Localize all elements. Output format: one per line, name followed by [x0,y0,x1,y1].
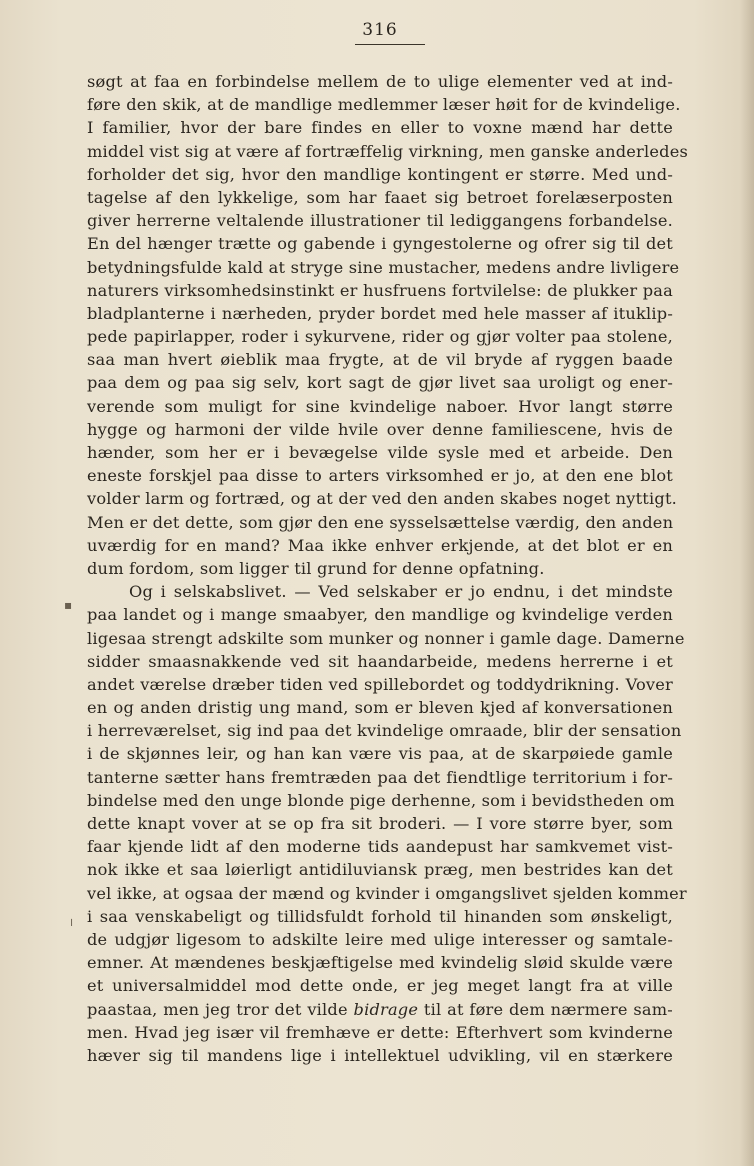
text-line-paragraph-start: Og i selskabslivet. — Ved selskaber er jo endnu, i det mindste [129,582,673,602]
margin-mark: ╷ [68,912,76,926]
text-line: emner. At mændenes beskjæftigelse med kvindelig sløid skulde være [87,953,673,973]
text-line: i herreværelset, sig ind paa det kvindelige omraade, blir der sensation [87,721,682,741]
text-line: tagelse af den lykkelige, som har faaet sig betroet forelæserposten [87,187,673,207]
text-line: de udgjør ligesom to adskilte leire med ulige interesser og samtale- [87,929,673,949]
margin-mark: ▪ [64,598,73,612]
text-line: et universalmiddel mod dette onde, er jeg meget langt fra at ville [87,976,673,996]
text-line: forholder det sig, hvor den mandlige kontingent er større. Med und- [87,164,673,184]
text-line: hæver sig til mandens lige i intellektuel udvikling, vil en stærkere [87,1045,673,1065]
body-text [87,70,688,1067]
text-line: verende som muligt for sine kvindelige naboer. Hvor langt større [87,396,673,416]
page-number-rule [355,44,425,45]
text-line: uværdig for en mand? Maa ikke enhver erkjende, at det blot er en [87,535,673,555]
text-line: hygge og harmoni der vilde hvile over denne familiescene, hvis de [87,419,673,439]
text-line: sidder smaasnakkende ved sit haandarbeide, medens herrerne i et [87,651,673,671]
text-line: dette knapt vover at se op fra sit broderi. — I vore større byer, som [87,814,673,833]
text-line: paa dem og paa sig selv, kort sagt de gjør livet saa uroligt og ener- [87,373,673,393]
text-line: i de skjønnes leir, og han kan være vis paa, at de skarpøiede gamle [87,744,673,764]
text-line: søgt at faa en forbindelse mellem de to ulige elementer ved at ind- [87,72,673,91]
text-line: paastaa, men jeg tror det vilde bidrage til at føre dem nærmere sam- [87,999,673,1019]
text-line: men. Hvad jeg især vil fremhæve er dette: Efterhvert som kvinderne [87,1022,673,1042]
text-line: andet værelse dræber tiden ved spillebordet og toddydrikning. Vover [87,674,673,694]
text-line: eneste forskjel paa disse to arters virksomhed er jo, at den ene blot [87,466,673,486]
text-line: føre den skik, at de mandlige medlemmer læser høit for de kvindelige. [87,95,681,115]
text-line: middel vist sig at være af fortræffelig virkning, men ganske anderledes [87,141,688,161]
text-line: faar kjende lidt af den moderne tids aandepust har samkvemet vist- [87,837,673,857]
text-line: dum fordom, som ligger til grund for denne opfatning. [87,558,545,578]
text-line: giver herrerne veltalende illustrationer til lediggangens forbandelse. [87,211,673,231]
text-line: bindelse med den unge blonde pige derhenne, som i bevidstheden om [87,790,675,810]
text-line: saa man hvert øieblik maa frygte, at de vil bryde af ryggen baade [87,350,673,370]
text-line: I familier, hvor der bare findes en eller to voxne mænd har dette [87,118,673,138]
text-line: ligesaa strengt adskilte som munker og nonner i gamle dage. Damerne [87,628,685,648]
text-line: en og anden dristig ung mand, som er bleven kjed af konversationen [87,698,673,718]
text-line: En del hænger trætte og gabende i gyngestolerne og ofrer sig til det [87,234,673,254]
page-spine-shadow [740,0,754,1166]
text-line: paa landet og i mange smaabyer, den mandlige og kvindelige verden [87,605,673,625]
text-line: nok ikke et saa løierligt antidiluviansk præg, men bestrides kan det [87,860,673,880]
text-line: pede papirlapper, roder i sykurvene, rider og gjør volter paa stolene, [87,327,673,347]
text-line: naturers virksomhedsinstinkt er husfruens fortvilelse: de plukker paa [87,280,673,300]
text-line: volder larm og fortræd, og at der ved den anden skabes noget nyttigt. [87,489,678,509]
text-line: vel ikke, at ogsaa der mænd og kvinder i omgangslivet sjelden kommer [87,883,687,903]
text-line: betydningsfulde kald at stryge sine mustacher, medens andre livligere [87,257,680,277]
text-line: i saa venskabeligt og tillidsfuldt forhold til hinanden som ønskeligt, [87,906,673,926]
text-line: hænder, som her er i bevægelse vilde sysle med et arbeide. Den [87,443,673,462]
text-line: tanterne sætter hans fremtræden paa det fiendtlige territorium i for- [87,767,673,787]
text-line: bladplanterne i nærheden, pryder bordet med hele masser af ituklip- [87,303,673,323]
page-number: 316 [362,20,398,40]
text-line: Men er det dette, som gjør den ene sysselsættelse værdig, den anden [87,512,674,532]
